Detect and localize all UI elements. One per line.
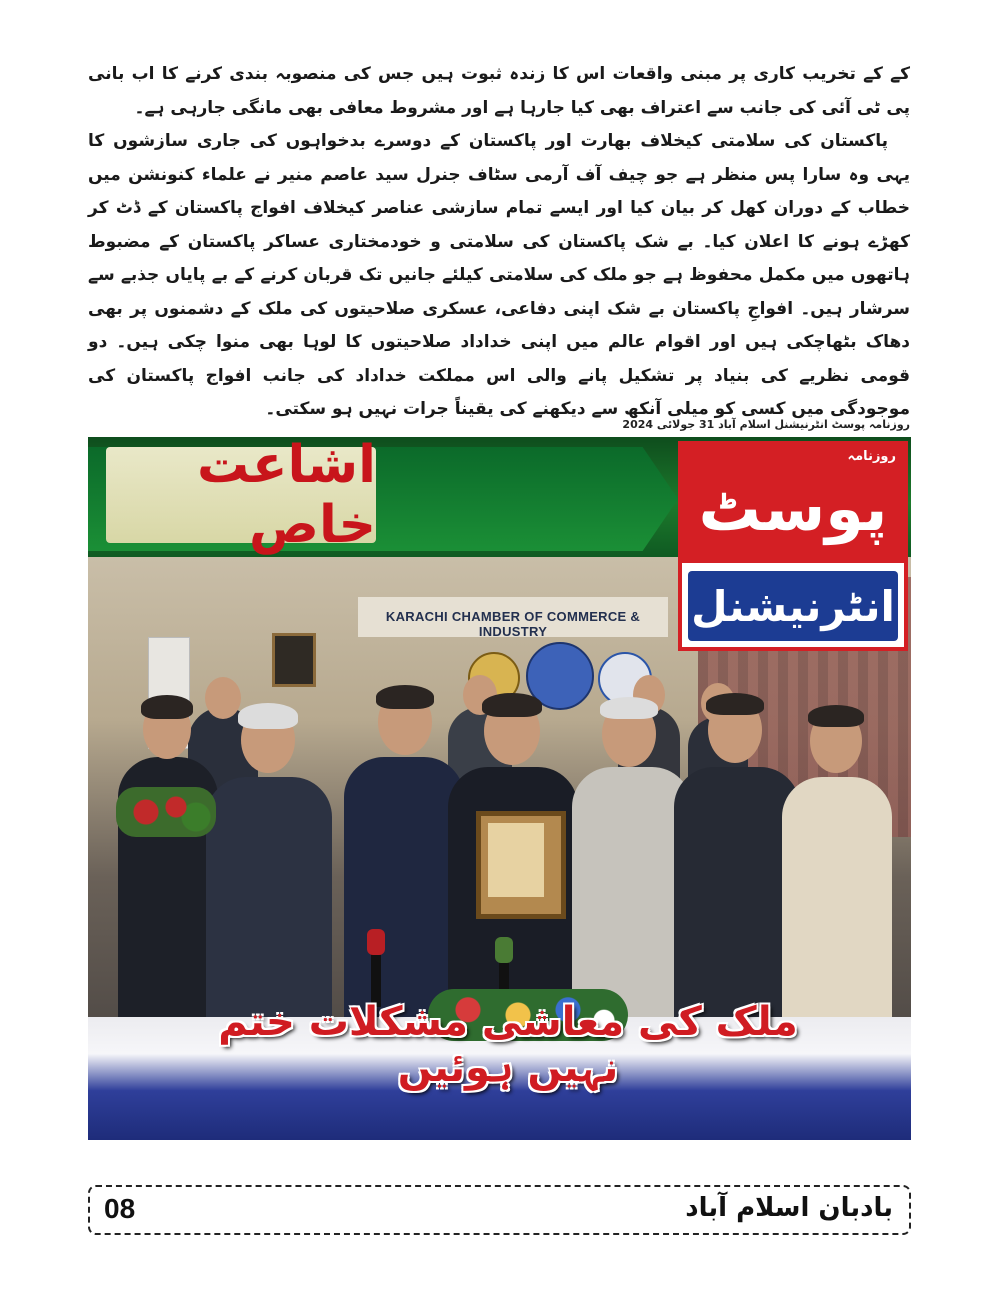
microphone-head-2 <box>495 937 513 963</box>
newspaper-clipping <box>88 437 911 1140</box>
page-footer <box>88 1185 911 1235</box>
newspaper-masthead <box>678 441 908 651</box>
person-4-hair <box>482 693 542 717</box>
masthead-title: پوسٹ <box>698 472 888 545</box>
photo-headline: ملک کی معاشی مشکلات ختم نہیں ہوئیں <box>218 999 798 1091</box>
microphone-head-1 <box>367 929 385 955</box>
masthead-daily-label: روزنامہ <box>847 449 896 464</box>
article-paragraph-1: کے کے تخریب کاری پر مبنی واقعات اس کا زندہ ثبوت ہیں جس کی منصوبہ بندی کرنے کا اب بانی پی ٹی آئی کی جانب سے اعتراف بھی کیا جارہا ہے اور مشروط معافی بھی مانگی جارہی ہے۔ <box>88 64 910 118</box>
person-5-hair <box>600 697 658 719</box>
person-6-hair <box>706 693 764 715</box>
person-7-hair <box>808 705 864 727</box>
page-number: 08 <box>104 1193 136 1224</box>
award-plaque-inner <box>488 823 544 897</box>
article-body <box>88 58 910 427</box>
person-3-hair <box>376 685 434 709</box>
wall-portrait <box>272 633 316 687</box>
person-2-hair <box>238 703 298 729</box>
masthead-subtitle: انٹرنیشنل <box>688 571 898 641</box>
special-edition-label: اشاعت خاص <box>106 447 376 543</box>
masthead-red-panel <box>682 445 904 563</box>
article-paragraph-2: پاکستان کی سلامتی کیخلاف بھارت اور پاکستان کے دوسرے بدخواہوں کی جاری سازشوں کا یہی وہ سارا پس منظر ہے جو چیف آف آرمی سٹاف جنرل سید عاصم منیر نے علماء کنونشن میں خطاب کے دوران کھل کر بیان کیا اور ایسے تمام سازشی عناصر کیخلاف افواج پاکستان کے ڈٹ کر کھڑے ہونے کا اعلان کیا۔ بے شک پاکستان کی سلامتی و خودمختاری عساکر پاکستان کے مضبوط ہاتھوں میں مکمل محفوظ ہے جو ملک کی سلامتی کیلئے جانیں تک قربان کرنے کے بے پایاں جذبے سے سرشار ہیں۔ افواجِ پاکستان بے شک اپنی دفاعی، عسکری صلاحیتوں کی ملک کے دشمنوں پر بھی دھاک بٹھاچکی ہیں اور اقوام عالم میں اپنی خداداد صلاحیتوں کا لوہا بھی منوا چکی ہیں۔ دو قومی نظریے کی بنیاد پر تشکیل پانے والی اس مملکت خداداد کی جانب افواج پاکستان کی موجودگی میں کسی کو میلی آنکھ سے دیکھنے کی یقیناً جرات نہیں ہو سکتی۔ <box>88 131 910 419</box>
publication-name: بادبان اسلام آباد <box>685 1193 893 1223</box>
flower-bouquet <box>116 787 216 837</box>
wall-sign-text: KARACHI CHAMBER OF COMMERCE & INDUSTRY <box>385 609 641 639</box>
microphone-stand-1 <box>371 947 381 1007</box>
person-1-hair <box>141 695 193 719</box>
person-bg-1-head <box>205 677 241 719</box>
clipping-dateline: روزنامہ پوسٹ انٹرنیشنل اسلام آباد 31 جولائی 2024 <box>622 418 910 431</box>
